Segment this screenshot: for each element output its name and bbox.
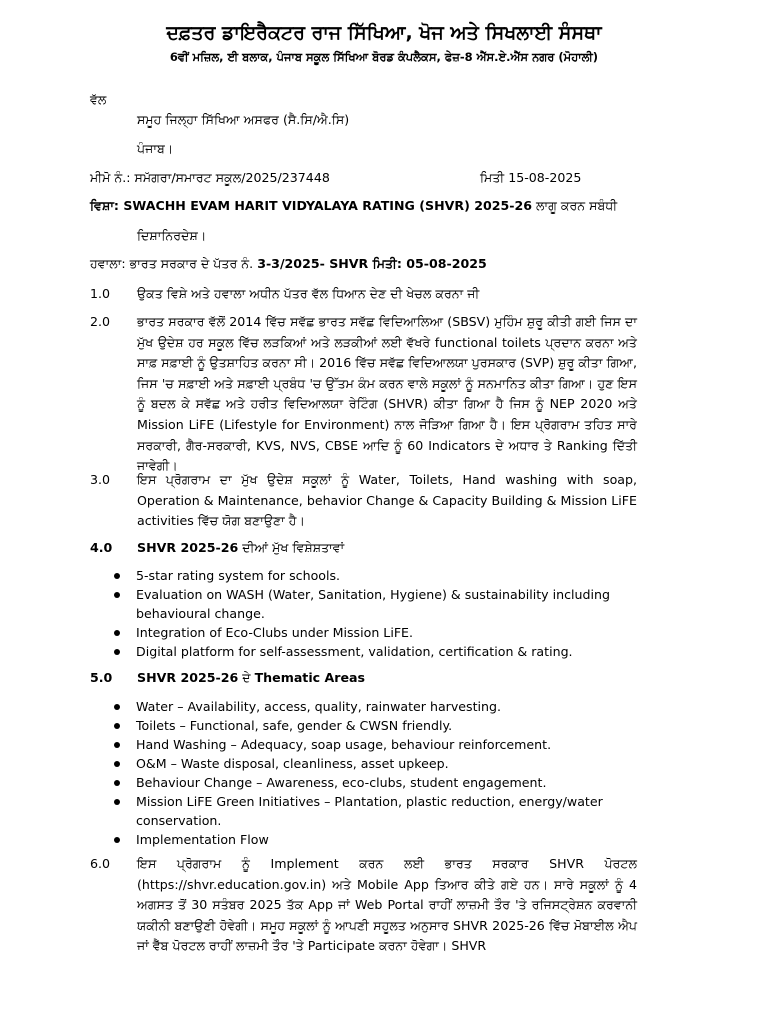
section-5-heading — [137, 670, 365, 686]
bullet-icon — [114, 573, 120, 579]
to-label: ਵੱਲ — [90, 92, 107, 107]
section-2-text: ਭਾਰਤ ਸਰਕਾਰ ਵੱਲੋਂ 2014 ਵਿੱਚ ਸਵੱਛ ਭਾਰਤ ਸਵੱਛ ਵਿਦਿਆਲਿਆ (SBSV) ਮੁਹਿੰਮ ਸ਼ੁਰੂ ਕੀਤੀ ਗਈ ਜਿਸ ਦਾ ਮੁੱਖ ਉਦੇਸ਼ ਹਰ ਸਕੂਲ ਵਿੱਚ ਲੜਕਿਆਂ ਅਤੇ ਲੜਕੀਆਂ ਲਈ ਵੱਖਰੇ functional toilets ਪ੍ਰਦਾਨ ਕਰਨਾ ਅਤੇ ਸਾਫ਼ ਸਫ਼ਾਈ ਨੂੰ ਉਤਸ਼ਾਹਿਤ ਕਰਨਾ ਸੀ। 2016 ਵਿੱਚ ਸਵੱਛ ਵਿਦਿਆਲਯਾ ਪੁਰਸਕਾਰ (SVP) ਸ਼ੁਰੂ ਕੀਤਾ ਗਿਆ, ਜਿਸ 'ਚ ਸਫ਼ਾਈ ਅਤੇ ਸਫ਼ਾਈ ਪ੍ਰਬੰਧ 'ਚ ਉੱਤਮ ਕੰਮ ਕਰਨ ਵਾਲੇ ਸਕੂਲਾਂ ਨੂੰ ਸਨਮਾਨਿਤ ਕੀਤਾ ਗਿਆ। ਹੁਣ ਇਸ ਨੂੰ ਬਦਲ ਕੇ ਸਵੱਛ ਅਤੇ ਹਰੀਤ ਵਿਦਿਆਲਯਾ ਰੇਟਿੰਗ (SHVR) ਕੀਤਾ ਗਿਆ ਹੈ ਜਿਸ ਨੂੰ NEP 2020 ਅਤੇ Mission LiFE (Lifestyle for Environment) ਨਾਲ ਜੋੜਿਆ ਗਿਆ ਹੈ। ਇਸ ਪ੍ਰੋਗਰਾਮ ਤਹਿਤ ਸਾਰੇ ਸਰਕਾਰੀ, ਗੈਰ-ਸਰਕਾਰੀ, KVS, NVS, CBSE ਆਦਿ ਨੂੰ 60 Indicators ਦੇ ਅਧਾਰ ਤੇ Ranking ਦਿੱਤੀ ਜਾਵੇਗੀ। — [137, 314, 637, 474]
section-6-number: 6.0 — [90, 856, 111, 871]
section-2-number: 2.0 — [90, 314, 111, 329]
bullet-icon — [114, 799, 120, 805]
section-5-number: 5.0 — [90, 670, 113, 685]
reference-number: 3-3/2025- SHVR ਮਿਤੀ: 05-08-2025 — [257, 256, 487, 271]
section-5-heading-mid: ਦੇ — [238, 670, 255, 685]
reference-line — [90, 256, 487, 272]
list-item: Mission LiFE Green Initiatives – Plantation, plastic reduction, energy/water conservation. — [114, 792, 634, 830]
section-5-heading-bold-2: Thematic Areas — [254, 670, 365, 685]
bullet-icon — [114, 723, 120, 729]
subject-rest: ਲਾਗੂ ਕਰਨ ਸਬੰਧੀ — [532, 198, 618, 213]
list-item: Integration of Eco-Clubs under Mission LiFE. — [114, 623, 634, 642]
section-5-heading-bold: SHVR 2025-26 — [137, 670, 239, 685]
subject-line — [90, 198, 617, 214]
memo-date: ਮਿਤੀ 15-08-2025 — [480, 170, 582, 185]
memo-number: ਮੀਮੋ ਨੰ.: ਸਮੱਗਰਾ/ਸਮਾਰਟ ਸਕੂਲ/2025/237448 — [90, 170, 330, 185]
list-item: Implementation Flow — [114, 830, 634, 849]
section-4-number: 4.0 — [90, 540, 113, 555]
office-address: 6ਵੀਂ ਮਜ਼ਿਲ, ਈ ਬਲਾਕ, ਪੰਜਾਬ ਸਕੂਲ ਸਿੱਖਿਆ ਬੋਰਡ ਕੰਪਲੈਕਸ, ਫੇਜ਼-8 ਐੱਸ.ਏ.ਐੱਸ ਨਗਰ (ਮੋਹਾਲੀ) — [169, 50, 599, 64]
section-1-number: 1.0 — [90, 286, 111, 301]
bullet-icon — [114, 592, 120, 598]
reference-label: ਹਵਾਲਾ: ਭਾਰਤ ਸਰਕਾਰ ਦੇ ਪੱਤਰ ਨੰ. — [90, 256, 258, 271]
list-item: Evaluation on WASH (Water, Sanitation, Hygiene) & sustainability including behavioural change. — [114, 585, 634, 623]
office-title: ਦਫ਼ਤਰ ਡਾਇਰੈਕਟਰ ਰਾਜ ਸਿੱਖਿਆ, ਖੋਜ ਅਤੇ ਸਿਖਲਾਈ ਸੰਸਥਾ — [166, 22, 602, 44]
list-item: Water – Availability, access, quality, rainwater harvesting. — [114, 697, 634, 716]
section-6-text: ਇਸ ਪ੍ਰੋਗਰਾਮ ਨੂੰ Implement ਕਰਨ ਲਈ ਭਾਰਤ ਸਰਕਾਰ SHVR ਪੋਰਟਲ (https://shvr.education.gov.in) ਅਤੇ Mobile App ਤਿਆਰ ਕੀਤੇ ਗਏ ਹਨ। ਸਾਰੇ ਸਕੂਲਾਂ ਨੂੰ 4 ਅਗਸਤ ਤੋਂ 30 ਸਤੰਬਰ 2025 ਤੱਕ App ਜਾਂ Web Portal ਰਾਹੀਂ ਲਾਜ਼ਮੀ ਤੌਰ 'ਤੇ ਰਜਿਸਟ੍ਰੇਸ਼ਨ ਕਰਵਾਨੀ ਯਕੀਨੀ ਬਣਾਉਣੀ ਹੋਵੇਗੀ। ਸਮੂਹ ਸਕੂਲਾਂ ਨੂੰ ਆਪਣੀ ਸਹੂਲਤ ਅਨੁਸਾਰ SHVR 2025-26 ਵਿੱਚ ਮੋਬਾਈਲ ਐਪ ਜਾਂ ਵੈੱਬ ਪੋਰਟਲ ਰਾਹੀਂ ਲਾਜ਼ਮੀ ਤੌਰ 'ਤੇ Participate ਕਰਨਾ ਹੋਵੇਗਾ। SHVR — [137, 856, 637, 954]
bullet-icon — [114, 630, 120, 636]
bullet-icon — [114, 761, 120, 767]
bullet-icon — [114, 837, 120, 843]
list-item: Behaviour Change – Awareness, eco-clubs, student engagement. — [114, 773, 634, 792]
list-item: Toilets – Functional, safe, gender & CWSN friendly. — [114, 716, 634, 735]
section-4-heading-rest: ਦੀਆਂ ਮੁੱਖ ਵਿਸ਼ੇਸ਼ਤਾਵਾਂ — [238, 540, 345, 555]
section-3-number: 3.0 — [90, 472, 111, 487]
thematic-areas-list — [114, 697, 634, 849]
subject-title: SWACHH EVAM HARIT VIDYALAYA RATING (SHVR) 2025-26 — [123, 198, 533, 213]
list-item: O&M – Waste disposal, cleanliness, asset upkeep. — [114, 754, 634, 773]
recipient: ਸਮੂਹ ਜਿਲ੍ਹਾ ਸਿੱਖਿਆ ਅਸਫਰ (ਸੈ.ਸਿ/ਐ.ਸਿ) — [137, 112, 350, 127]
section-3-text: ਇਸ ਪ੍ਰੋਗਰਾਮ ਦਾ ਮੁੱਖ ਉਦੇਸ਼ ਸਕੂਲਾਂ ਨੂੰ Water, Toilets, Hand washing with soap, Operation & Maintenance, behavior Change & Capacity Building & Mission LiFE activities ਵਿੱਚ ਯੋਗ ਬਣਾਉਣਾ ਹੈ। — [137, 472, 637, 529]
subject-line-2: ਦਿਸ਼ਾਨਿਰਦੇਸ਼। — [137, 228, 207, 243]
recipient-state: ਪੰਜਾਬ। — [137, 141, 174, 156]
bullet-icon — [114, 742, 120, 748]
bullet-icon — [114, 649, 120, 655]
subject-label: ਵਿਸ਼ਾ: — [90, 198, 124, 213]
bullet-icon — [114, 704, 120, 710]
section-1-text: ਉਕਤ ਵਿਸ਼ੇ ਅਤੇ ਹਵਾਲਾ ਅਧੀਨ ਪੱਤਰ ਵੱਲ ਧਿਆਨ ਦੇਣ ਦੀ ਖੇਚਲ ਕਰਨਾ ਜੀ — [137, 286, 480, 301]
list-item: Hand Washing – Adequacy, soap usage, behaviour reinforcement. — [114, 735, 634, 754]
list-item: Digital platform for self-assessment, validation, certification & rating. — [114, 642, 634, 661]
section-4-heading — [137, 540, 344, 556]
bullet-icon — [114, 780, 120, 786]
features-list — [114, 566, 634, 661]
list-item: 5-star rating system for schools. — [114, 566, 634, 585]
section-4-heading-bold: SHVR 2025-26 — [137, 540, 239, 555]
